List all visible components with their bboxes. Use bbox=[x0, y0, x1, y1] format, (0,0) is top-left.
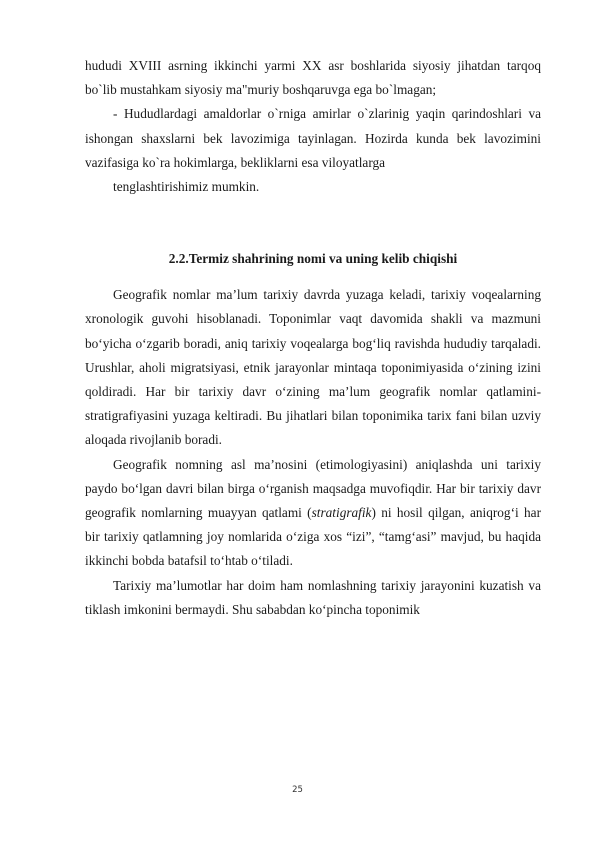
page-body bbox=[85, 54, 541, 622]
section-heading: 2.2.Termiz shahrining nomi va uning kelib chiqishi bbox=[168, 251, 458, 267]
para2-italic-term: stratigrafik bbox=[311, 505, 372, 521]
body-paragraph-3: Tarixiy ma’lumotlar har doim ham nomlashning tarixiy jarayonini kuzatish va tiklash imkonini bermaydi. Shu sababdan ko‘pincha toponimik bbox=[85, 577, 541, 617]
body-paragraph-2 bbox=[85, 453, 541, 574]
body-paragraph-1: Geografik nomlar ma’lum tarixiy davrda yuzaga keladi, tarixiy voqealarning xronologik guvohi hisoblanadi. Toponimlar vaqt davomida shakli va mazmuni bo‘yicha o‘zgarib boradi, aniq tarixiy voqealarga bog‘liq ravishda hududiy tarqaladi. Urushlar, aholi migratsiyasi, etnik jarayonlar mintaqa toponimiyasida o‘zining izini qoldiradi. Har bir tarixiy davr o‘zining ma’lum geografik nomlar qatlamini- stratigrafiyasini yuzaga keltiradi. Bu jihatlari bilan toponimika tarix fani bilan uzviy aloqada rivojlanib boradi. bbox=[85, 287, 541, 448]
page-number: 25 bbox=[292, 785, 303, 795]
officials-paragraph: - Hududlardagi amaldorlar o`rniga amirlar o`zlarinig yaqin qarindoshlari va ishongan shaxslarni bek lavozimiga tayinlagan. Hozirda kunda bek lavozimini vazifasiga ko`ra hokimlarga, bekliklarni esa viloyatlarga bbox=[85, 106, 541, 170]
intro-paragraph: hududi XVIII asrning ikkinchi yarmi XX asr boshlarida siyosiy jihatdan tarqoq bo`lib mustahkam siyosiy ma"muriy boshqaruvga ega bo`lmagan; bbox=[85, 58, 541, 98]
para2-text-before: Geografik nomning asl ma’nosini (etimologiyasini) aniqlashda uni tarixiy paydo bo‘lgan davri bilan birga o‘rganish maqsadga muvofiqdir. Har bir tarixiy davr geografik nomlarning muayyan qatlami ( bbox=[85, 456, 541, 521]
para2-text-after: ) ni hosil qilgan, aniqrog‘i har bir tarixiy qatlamning joy nomlarida o‘ziga xos “izi”, “tamg‘asi” mavjud, bu haqida ikkinchi bobda batafsil to‘htab o‘tiladi. bbox=[85, 505, 542, 569]
continuation-line: tenglashtirishimiz mumkin. bbox=[113, 179, 260, 195]
